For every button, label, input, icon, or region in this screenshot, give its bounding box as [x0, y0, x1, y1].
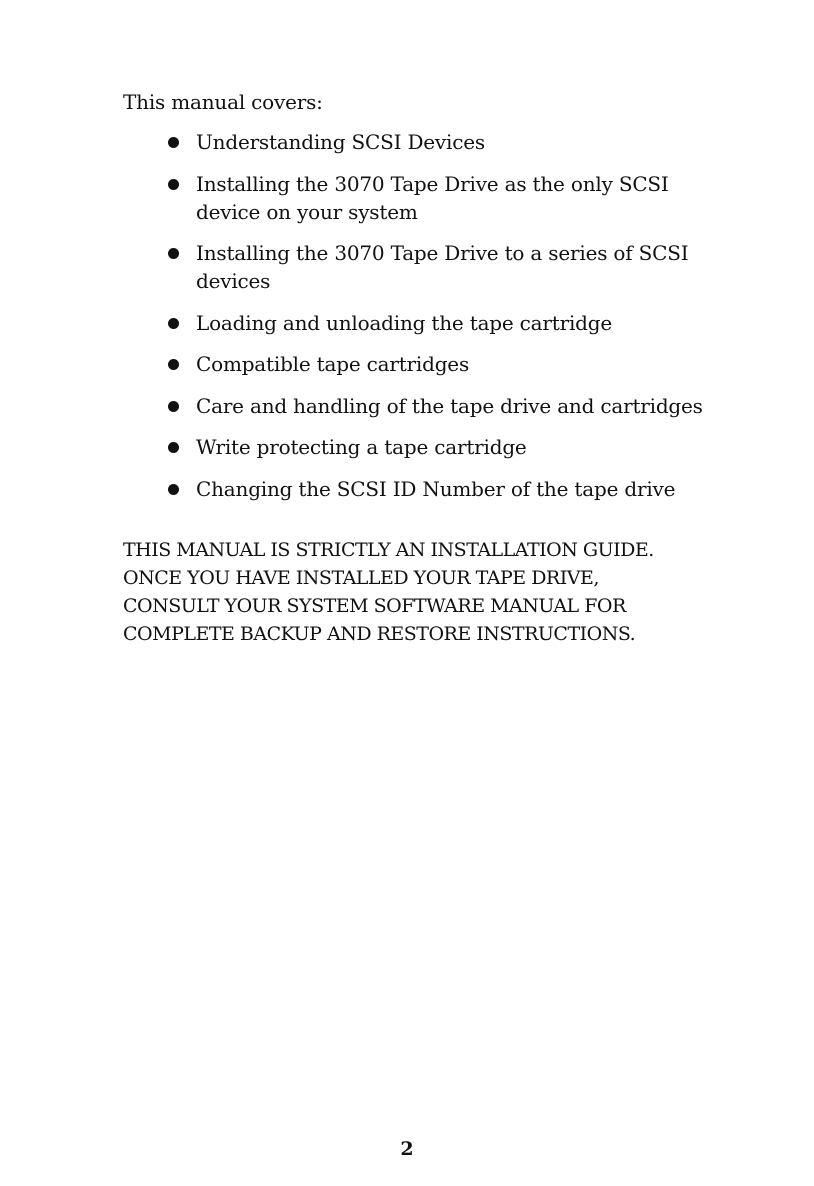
page-number: 2 [400, 1138, 414, 1160]
notice-line: COMPLETE BACKUP AND RESTORE INSTRUCTIONS. [123, 623, 636, 645]
installation-notice [123, 536, 723, 648]
list-item-text: Care and handling of the tape drive and cartridges [196, 393, 703, 418]
bullet-icon [168, 442, 179, 453]
notice-line: ONCE YOU HAVE INSTALLED YOUR TAPE DRIVE, [123, 567, 599, 589]
bullet-icon [168, 484, 179, 495]
list-item-text: Write protecting a tape cartridge [196, 435, 527, 459]
list-item-text: Understanding SCSI Devices [196, 130, 485, 154]
bullet-icon [168, 179, 179, 190]
list-item-text: Installing the 3070 Tape Drive to a series of SCSI devices [196, 241, 689, 293]
notice-line: THIS MANUAL IS STRICTLY AN INSTALLATION GUIDE. [123, 539, 654, 561]
notice-line: CONSULT YOUR SYSTEM SOFTWARE MANUAL FOR [123, 595, 626, 617]
bullet-icon [168, 137, 179, 148]
list-item [168, 239, 728, 295]
covers-list [168, 128, 728, 516]
list-item [168, 475, 728, 503]
list-item [168, 170, 728, 226]
list-item [168, 309, 728, 337]
bullet-icon [168, 248, 179, 259]
bullet-icon [168, 318, 179, 329]
list-item-text: Installing the 3070 Tape Drive as the only SCSI device on your system [196, 171, 669, 224]
list-item-text: Changing the SCSI ID Number of the tape drive [196, 476, 676, 501]
list-item [168, 128, 728, 156]
bullet-icon [168, 401, 179, 412]
list-item-text: Compatible tape cartridges [196, 352, 470, 376]
list-item-text: Loading and unloading the tape cartridge [196, 310, 613, 335]
list-item [168, 350, 728, 378]
bullet-icon [168, 359, 179, 370]
list-item [168, 433, 728, 461]
intro-text: This manual covers: [123, 90, 323, 114]
list-item [168, 392, 728, 420]
